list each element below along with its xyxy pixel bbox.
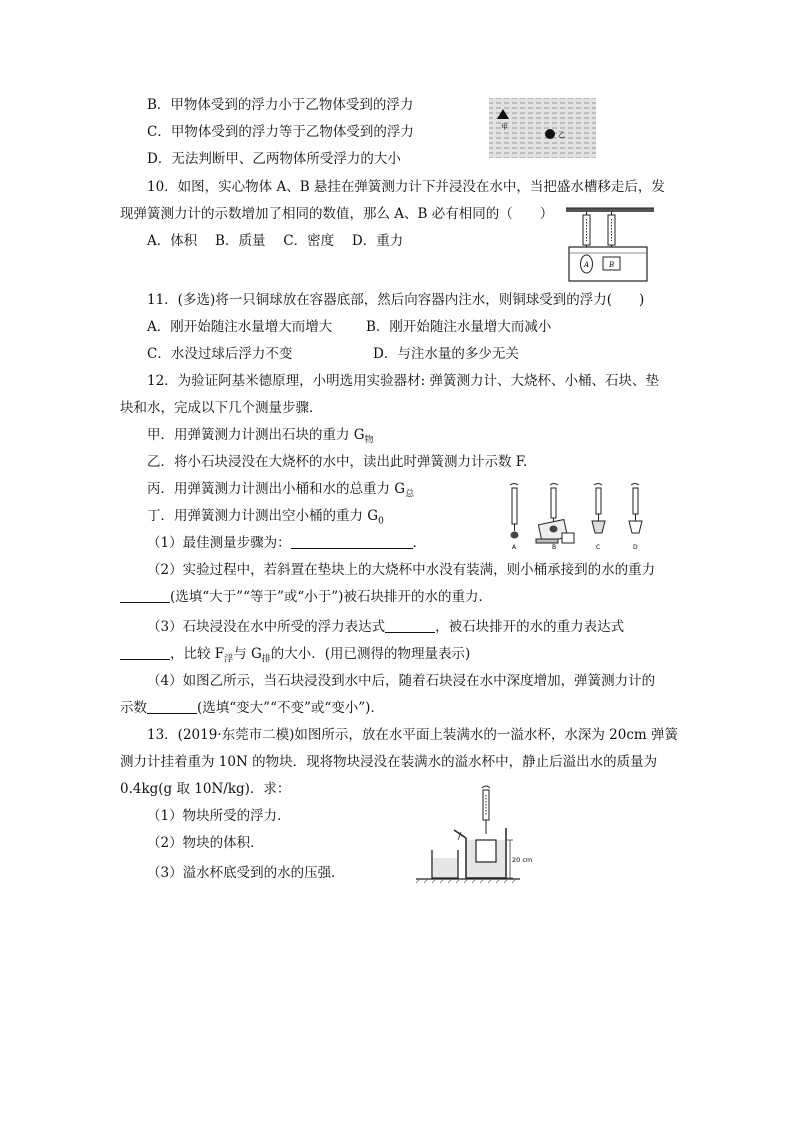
q11-option-d: D．与注水量的多少无关 xyxy=(373,346,519,362)
q9-option-b: B．甲物体受到的浮力小于乙物体受到的浮力 xyxy=(147,97,414,113)
depth-label: 20 cm xyxy=(512,856,533,864)
answer-blank-3b[interactable] xyxy=(120,645,170,660)
q12-sub4-line2: 示数 (选填“变大”“不变”或“变小”)． xyxy=(120,700,384,716)
q13-sub1: （1）物块所受的浮力． xyxy=(147,808,291,824)
label-yi: 乙 xyxy=(558,131,565,139)
q12-sub1: （1）最佳测量步骤为： ． xyxy=(147,535,427,551)
answer-blank-2[interactable] xyxy=(120,588,170,603)
q10-options: A．体积 B．质量 C．密度 D．重力 xyxy=(147,233,404,249)
label-setup-c: C xyxy=(596,544,601,551)
q13-stem-line3: 0.4kg(g 取 10N/kg)．求： xyxy=(120,781,291,797)
q12-step-bing: 丙．用弹簧测力计测出小桶和水的总重力 $G_总$ xyxy=(147,481,415,500)
q13-stem-line1: 13．(2019·东莞市二模)如图所示，放在水平面上装满水的一溢水杯，水深为 20cm 弹簧 xyxy=(147,727,678,743)
label-jia: 甲 xyxy=(501,123,508,131)
q10-figure xyxy=(564,207,656,283)
answer-blank-3a[interactable] xyxy=(385,618,435,633)
q13-sub3: （3）溢水杯底受到的水的压强． xyxy=(147,865,345,881)
ceiling xyxy=(566,208,654,212)
q9-option-c: C．甲物体受到的浮力等于乙物体受到的浮力 xyxy=(147,124,414,140)
setup-c xyxy=(592,484,605,534)
q11-option-b: B．刚开始随注水量增大而减小 xyxy=(366,319,552,335)
label-setup-a: A xyxy=(512,544,517,551)
q12-sub3-line1: （3）石块浸没在水中所受的浮力表达式 ，被石块排开的水的重力表达式 xyxy=(147,619,625,635)
q11-stem: 11．(多选)将一只铜球放在容器底部，然后向容器内注水，则铜球受到的浮力( ) xyxy=(147,292,645,308)
q9-figure xyxy=(488,96,598,160)
label-a: A xyxy=(584,261,590,269)
object-yi xyxy=(545,129,555,139)
setup-a xyxy=(510,484,519,539)
q9-option-d: D．无法判断甲、乙两物体所受浮力的大小 xyxy=(147,151,401,167)
q12-step-jia: 甲．用弹簧测力计测出石块的重力 $G_物$ xyxy=(147,427,374,446)
q13-figure xyxy=(414,784,540,884)
q12-figure xyxy=(500,481,660,553)
setup-b xyxy=(536,484,574,544)
q12-sub2-line2: (选填“大于”“等于”或“小于”)被石块排开的水的重力． xyxy=(120,588,492,606)
q12-stem-line1: 12．为验证阿基米德原理，小明选用实验器材: 弹簧测力计、大烧杯、小桶、石块、垫 xyxy=(147,373,660,389)
answer-blank-4[interactable] xyxy=(147,699,197,714)
q11-option-c: C．水没过球后浮力不变 xyxy=(147,346,293,362)
setup-d xyxy=(629,484,642,534)
q12-sub4-line1: （4）如图乙所示，当石块浸没到水中后，随着石块浸在水中深度增加，弹簧测力计的 xyxy=(147,673,656,689)
label-b: B xyxy=(609,261,615,269)
q13-stem-line2: 测力计挂着重为 10N 的物块．现将物块浸没在装满水的溢水杯中，静止后溢出水的质量为 xyxy=(120,754,658,770)
answer-blank-1[interactable] xyxy=(291,534,413,549)
label-setup-b: B xyxy=(552,544,557,551)
block xyxy=(476,840,496,862)
q12-stem-line2: 块和水，完成以下几个测量步骤． xyxy=(120,400,323,416)
label-setup-d: D xyxy=(633,544,638,551)
q12-sub3-line2: ，比较 $F_浮$与 $G_排$的大小．(用已测得的物理量表示) xyxy=(120,645,470,669)
q10-stem-line2: 现弹簧测力计的示数增加了相同的数值，那么 A、B 必有相同的（ ） xyxy=(120,206,554,222)
q13-sub2: （2）物块的体积． xyxy=(147,835,264,851)
q11-option-a: A．刚开始随注水量增大而增大 xyxy=(147,319,333,335)
q12-step-yi: 乙．将小石块浸没在大烧杯的水中，读出此时弹簧测力计示数 F. xyxy=(147,454,528,470)
q12-sub2-line1: （2）实验过程中，若斜置在垫块上的大烧杯中水没有装满，则小桶承接到的水的重力 xyxy=(147,562,656,578)
q12-step-ding: 丁．用弹簧测力计测出空小桶的重力 $G_0$ xyxy=(147,508,384,527)
q10-stem-line1: 10．如图，实心物体 A、B 悬挂在弹簧测力计下并浸没在水中，当把盛水槽移走后，发 xyxy=(147,179,665,195)
